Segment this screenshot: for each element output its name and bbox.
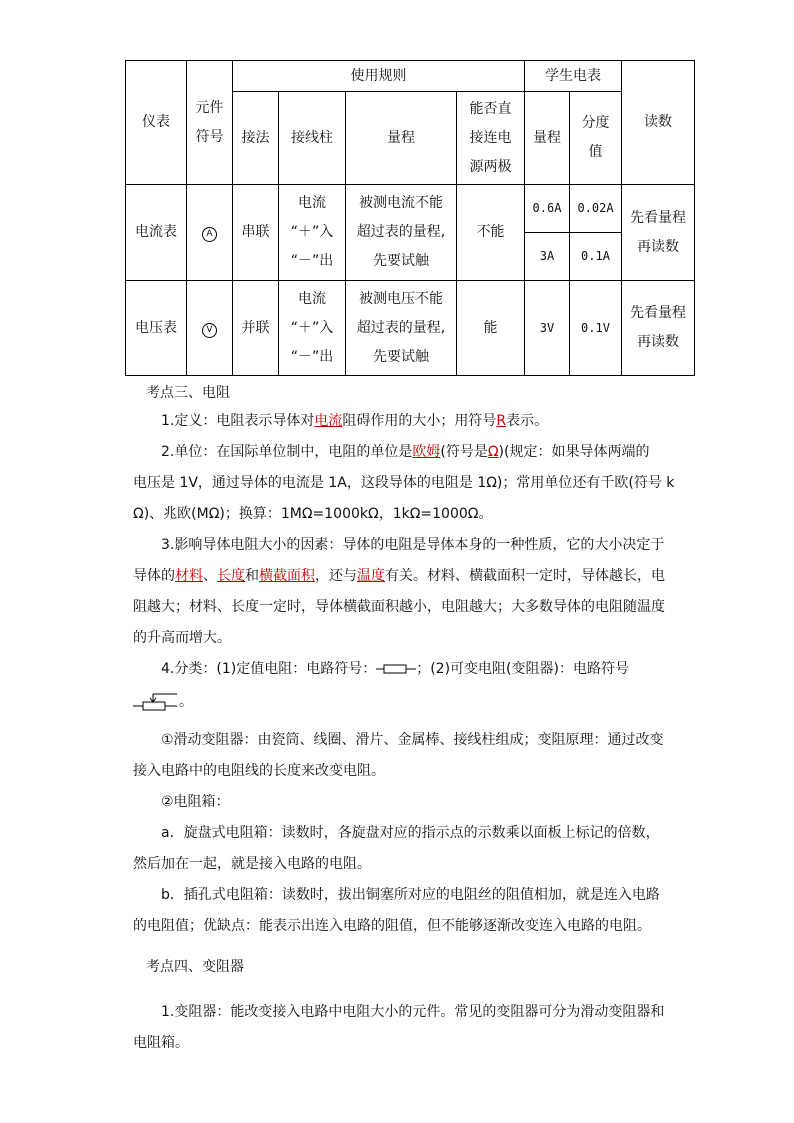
unit-paragraph-line1 xyxy=(133,437,663,468)
term-r: R xyxy=(496,413,507,429)
ammeter-name: 电流表 xyxy=(126,185,187,281)
header-direct-line3: 源两极 xyxy=(469,158,512,175)
ammeter-range-rule xyxy=(346,185,457,281)
voltmeter-division: 0.1V xyxy=(570,281,622,376)
rheostat-definition-line2: 电阻箱。 xyxy=(133,1035,189,1051)
voltmeter-terminal-line1: 电流 xyxy=(298,290,326,307)
term-ohm: 欧姆 xyxy=(412,444,441,460)
definition-text-a: 1.定义：电阻表示导体对 xyxy=(161,413,315,429)
term-material: 材料 xyxy=(175,568,203,584)
unit-text-b: (符号是 xyxy=(440,444,488,460)
voltmeter-symbol-cell xyxy=(187,281,233,376)
classification-text-b: ；(2)可变电阻(变阻器)：电路符号 xyxy=(416,661,629,677)
plug-box-line1: b．插孔式电阻箱：读数时，拔出铜塞所对应的电阻丝的阻值相加，就是连入电路 xyxy=(161,887,660,903)
ammeter-connection: 串联 xyxy=(233,185,279,281)
definition-text-b: 阻碍作用的大小；用符号 xyxy=(342,413,497,429)
rheostat-symbol-icon xyxy=(133,691,179,713)
classification-text-a: 4.分类：(1)定值电阻：电路符号： xyxy=(161,661,377,677)
unit-text-c: )(规定：如果导体两端的 xyxy=(498,444,650,460)
factors-paragraph-line3: 阻越大；材料、长度一定时，导体横截面积越小，电阻越大；大多数导体的电阻随温度 xyxy=(133,599,665,615)
voltmeter-name: 电压表 xyxy=(126,281,187,376)
voltmeter-range-line3: 先要试触 xyxy=(373,348,429,365)
header-student-meter: 学生电表 xyxy=(525,61,622,92)
voltmeter-direct: 能 xyxy=(457,281,525,376)
ammeter-terminal-line1: 电流 xyxy=(298,195,326,211)
ammeter-direct: 不能 xyxy=(457,185,525,281)
header-reading: 读数 xyxy=(622,61,695,185)
header-symbol-line2: 符号 xyxy=(195,128,224,145)
factors-text-d: 有关。材料、横截面积一定时，导体越长，电 xyxy=(385,568,665,584)
voltmeter-range-line1: 被测电压不能 xyxy=(359,290,443,307)
ammeter-reading xyxy=(622,185,695,281)
ammeter-symbol-icon: A xyxy=(202,227,217,242)
header-rules: 使用规则 xyxy=(233,61,525,92)
ammeter-terminal-line2: “＋”入 xyxy=(290,224,334,240)
classification-paragraph-line2 xyxy=(133,685,663,719)
voltmeter-range-rule xyxy=(346,281,457,376)
section4-title: 考点四、变阻器 xyxy=(146,959,244,975)
dial-box-line1: a．旋盘式电阻箱：读数时，各旋盘对应的指示点的示数乘以面板上标记的倍数， xyxy=(161,825,660,841)
rheostat-definition-line1: 1.变阻器：能改变接入电路中电阻大小的元件。常见的变阻器可分为滑动变阻器和 xyxy=(161,1004,665,1020)
term-temperature: 温度 xyxy=(357,568,385,584)
voltmeter-reading xyxy=(622,281,695,376)
header-symbol xyxy=(187,61,233,185)
term-current: 电流 xyxy=(314,413,343,429)
term-length: 长度 xyxy=(217,568,245,584)
factors-text-c: ，还与 xyxy=(315,568,357,584)
unit-paragraph-line3: Ω)、兆欧(MΩ)；换算：1MΩ=1000kΩ，1kΩ=1000Ω。 xyxy=(133,506,493,522)
classification-paragraph-line1 xyxy=(133,654,663,685)
dial-box-line2: 然后加在一起，就是接入电路的电阻。 xyxy=(133,856,371,872)
header-direct-line2: 接连电 xyxy=(469,129,512,146)
header-instrument: 仪表 xyxy=(126,61,187,185)
factors-paragraph-line4: 的升高而增大。 xyxy=(133,630,231,646)
voltmeter-terminal-line3: “－”出 xyxy=(290,348,334,365)
ammeter-range-line3: 先要试触 xyxy=(373,253,429,269)
header-direct-connect xyxy=(457,92,525,185)
term-ohm-symbol: Ω xyxy=(487,444,499,460)
voltmeter-connection: 并联 xyxy=(233,281,279,376)
term-cross-section: 横截面积 xyxy=(259,568,315,584)
factors-text-b: 和 xyxy=(245,568,259,584)
factors-text-a: 导体的 xyxy=(133,568,175,584)
unit-text-a: 2.单位：在国际单位制中，电阻的单位是 xyxy=(161,444,413,460)
slide-rheostat-line1: ①滑动变阻器：由瓷筒、线圈、滑片、金属棒、接线柱组成；变阻原理：通过改变 xyxy=(161,732,664,748)
section3-body xyxy=(133,406,675,942)
factors-separator: 、 xyxy=(203,568,217,584)
voltmeter-range: 3V xyxy=(525,281,570,376)
voltmeter-range-line2: 超过表的量程, xyxy=(356,319,446,336)
ammeter-terminal-line3: “－”出 xyxy=(290,253,334,269)
definition-paragraph xyxy=(133,406,663,437)
voltmeter-terminal xyxy=(279,281,346,376)
header-direct-line1: 能否直 xyxy=(469,100,512,117)
voltmeter-reading-line2: 再读数 xyxy=(637,334,679,350)
classification-text-c: 。 xyxy=(179,694,193,710)
header-range: 量程 xyxy=(346,92,457,185)
fixed-resistor-symbol-icon xyxy=(376,663,416,675)
ammeter-range-line1: 被测电流不能 xyxy=(359,195,443,211)
header-terminal: 接线柱 xyxy=(279,92,346,185)
factors-paragraph-line2 xyxy=(133,561,663,592)
voltmeter-terminal-line2: “＋”入 xyxy=(290,319,334,336)
resistance-box-heading: ②电阻箱： xyxy=(161,794,230,810)
section3-title: 考点三、电阻 xyxy=(146,385,230,401)
slide-rheostat-line2: 接入电路中的电阻线的长度来改变电阻。 xyxy=(133,763,385,779)
meter-table xyxy=(125,60,695,376)
header-division xyxy=(570,92,622,185)
ammeter-range-small: 0.6A xyxy=(525,185,570,233)
header-connection: 接法 xyxy=(233,92,279,185)
ammeter-range-line2: 超过表的量程, xyxy=(356,224,446,240)
ammeter-terminal xyxy=(279,185,346,281)
ammeter-reading-line1: 先看量程 xyxy=(630,209,686,226)
definition-text-c: 表示。 xyxy=(506,413,549,429)
ammeter-symbol-cell xyxy=(187,185,233,281)
voltmeter-symbol-icon: V xyxy=(202,323,217,338)
header-symbol-line1: 元件 xyxy=(195,99,224,116)
header-division-line1: 分度 xyxy=(581,115,610,131)
voltmeter-reading-line1: 先看量程 xyxy=(630,305,686,321)
section4-body xyxy=(133,997,663,1059)
header-division-line2: 值 xyxy=(588,144,603,160)
plug-box-line2: 的电阻值；优缺点：能表示出连入电路的阻值，但不能够逐渐改变连入电路的电阻。 xyxy=(133,918,651,934)
ammeter-range-large: 3A xyxy=(525,233,570,281)
ammeter-division-small: 0.02A xyxy=(570,185,622,233)
unit-paragraph-line2: 电压是 1V，通过导体的电流是 1A，这段导体的电阻是 1Ω)；常用单位还有千欧(符号 k xyxy=(133,475,675,491)
header-student-range: 量程 xyxy=(525,92,570,185)
factors-paragraph-line1: 3.影响导体电阻大小的因素：导体的电阻是导体本身的一种性质，它的大小决定于 xyxy=(161,537,665,553)
ammeter-reading-line2: 再读数 xyxy=(637,238,679,255)
ammeter-division-large: 0.1A xyxy=(570,233,622,281)
